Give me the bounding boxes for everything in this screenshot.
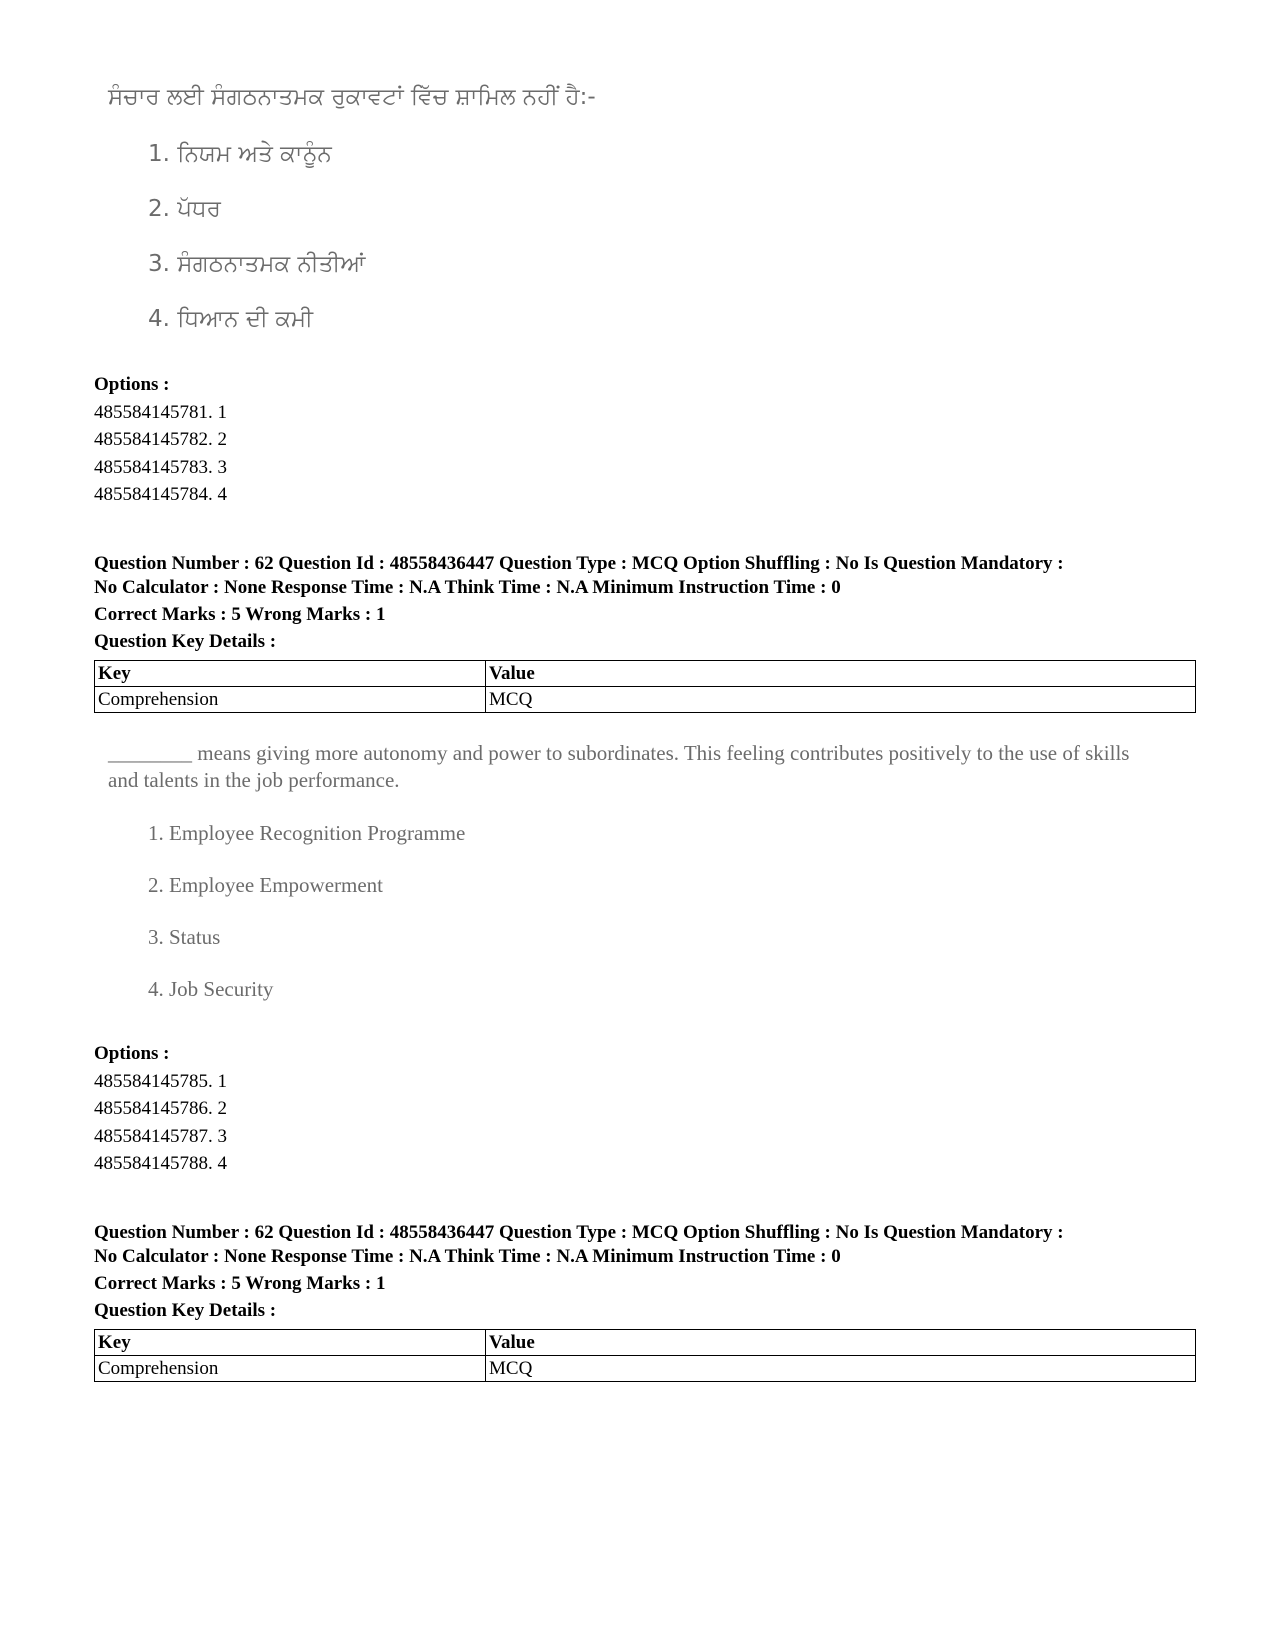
option-item: 485584145781. 1 — [94, 401, 227, 423]
options-label: Options : — [94, 1043, 170, 1064]
options-block-1 — [94, 371, 227, 509]
question-meta-2 — [94, 1219, 1064, 1324]
question-2-choice-2: 2. Employee Empowerment — [148, 873, 384, 897]
table-header-key: Key — [95, 661, 486, 687]
marks-line: Correct Marks : 5 Wrong Marks : 1 — [94, 1273, 386, 1294]
question-2-choice-4: 4. Job Security — [148, 977, 274, 1001]
key-details-label: Question Key Details : — [94, 1299, 277, 1321]
table-cell-value: MCQ — [486, 1356, 1196, 1382]
table-row — [95, 1356, 1196, 1382]
question-1-choice-2: 2. ਪੱਧਰ — [148, 196, 221, 222]
question-1-choice-3: 3. ਸੰਗਠਨਾਤਮਕ ਨੀਤੀਆਂ — [148, 251, 366, 277]
key-details-label: Question Key Details : — [94, 630, 277, 652]
table-header-value: Value — [486, 1330, 1196, 1356]
question-key-table-2 — [94, 1329, 1196, 1382]
table-header-row — [95, 1330, 1196, 1356]
option-item: 485584145788. 4 — [94, 1153, 227, 1174]
question-1-image — [108, 84, 1148, 332]
question-1-choice-4: 4. ਧਿਆਨ ਦੀ ਕਮੀ — [148, 306, 314, 332]
table-cell-key: Comprehension — [95, 687, 486, 713]
question-2-stem: ________ means giving more autonomy and power to subordinates. This feeling contributes positively to the use of skills and talents in the job performance. — [108, 741, 1130, 792]
table-header-key: Key — [95, 1330, 486, 1356]
question-1-choice-1: 1. ਨਿਯਮ ਅਤੇ ਕਾਨੂੰਨ — [148, 141, 332, 167]
question-2-choice-3: 3. Status — [148, 925, 221, 949]
option-item: 485584145783. 3 — [94, 456, 227, 478]
question-meta-line-1: Question Number : 62 Question Id : 48558436447 Question Type : MCQ Option Shuffling : No Is Question Mandatory : — [94, 1222, 1064, 1243]
question-1-stem: ਸੰਚਾਰ ਲਈ ਸੰਗਠਨਾਤਮਕ ਰੁਕਾਵਟਾਂ ਵਿੱਚ ਸ਼ਾਮਿਲ ਨਹੀਂ ਹੈ:- — [108, 84, 596, 110]
option-item: 485584145787. 3 — [94, 1125, 227, 1147]
question-2-image — [108, 740, 1148, 1001]
table-header-row — [95, 661, 1196, 687]
option-item: 485584145782. 2 — [94, 429, 227, 450]
question-meta-line-2: No Calculator : None Response Time : N.A Think Time : N.A Minimum Instruction Time : 0 — [94, 576, 841, 598]
table-header-value: Value — [486, 661, 1196, 687]
table-cell-value: MCQ — [486, 687, 1196, 713]
option-item: 485584145784. 4 — [94, 484, 227, 505]
table-row — [95, 687, 1196, 713]
question-meta-1 — [94, 550, 1064, 655]
option-item: 485584145786. 2 — [94, 1098, 227, 1119]
question-meta-line-1: Question Number : 62 Question Id : 48558436447 Question Type : MCQ Option Shuffling : No Is Question Mandatory : — [94, 553, 1064, 574]
question-2-choice-1: 1. Employee Recognition Programme — [148, 821, 466, 845]
question-key-table-1 — [94, 660, 1196, 713]
options-label: Options : — [94, 374, 170, 395]
option-item: 485584145785. 1 — [94, 1070, 227, 1092]
table-cell-key: Comprehension — [95, 1356, 486, 1382]
marks-line: Correct Marks : 5 Wrong Marks : 1 — [94, 604, 386, 625]
question-meta-line-2: No Calculator : None Response Time : N.A Think Time : N.A Minimum Instruction Time : 0 — [94, 1245, 841, 1267]
options-block-2 — [94, 1040, 227, 1178]
